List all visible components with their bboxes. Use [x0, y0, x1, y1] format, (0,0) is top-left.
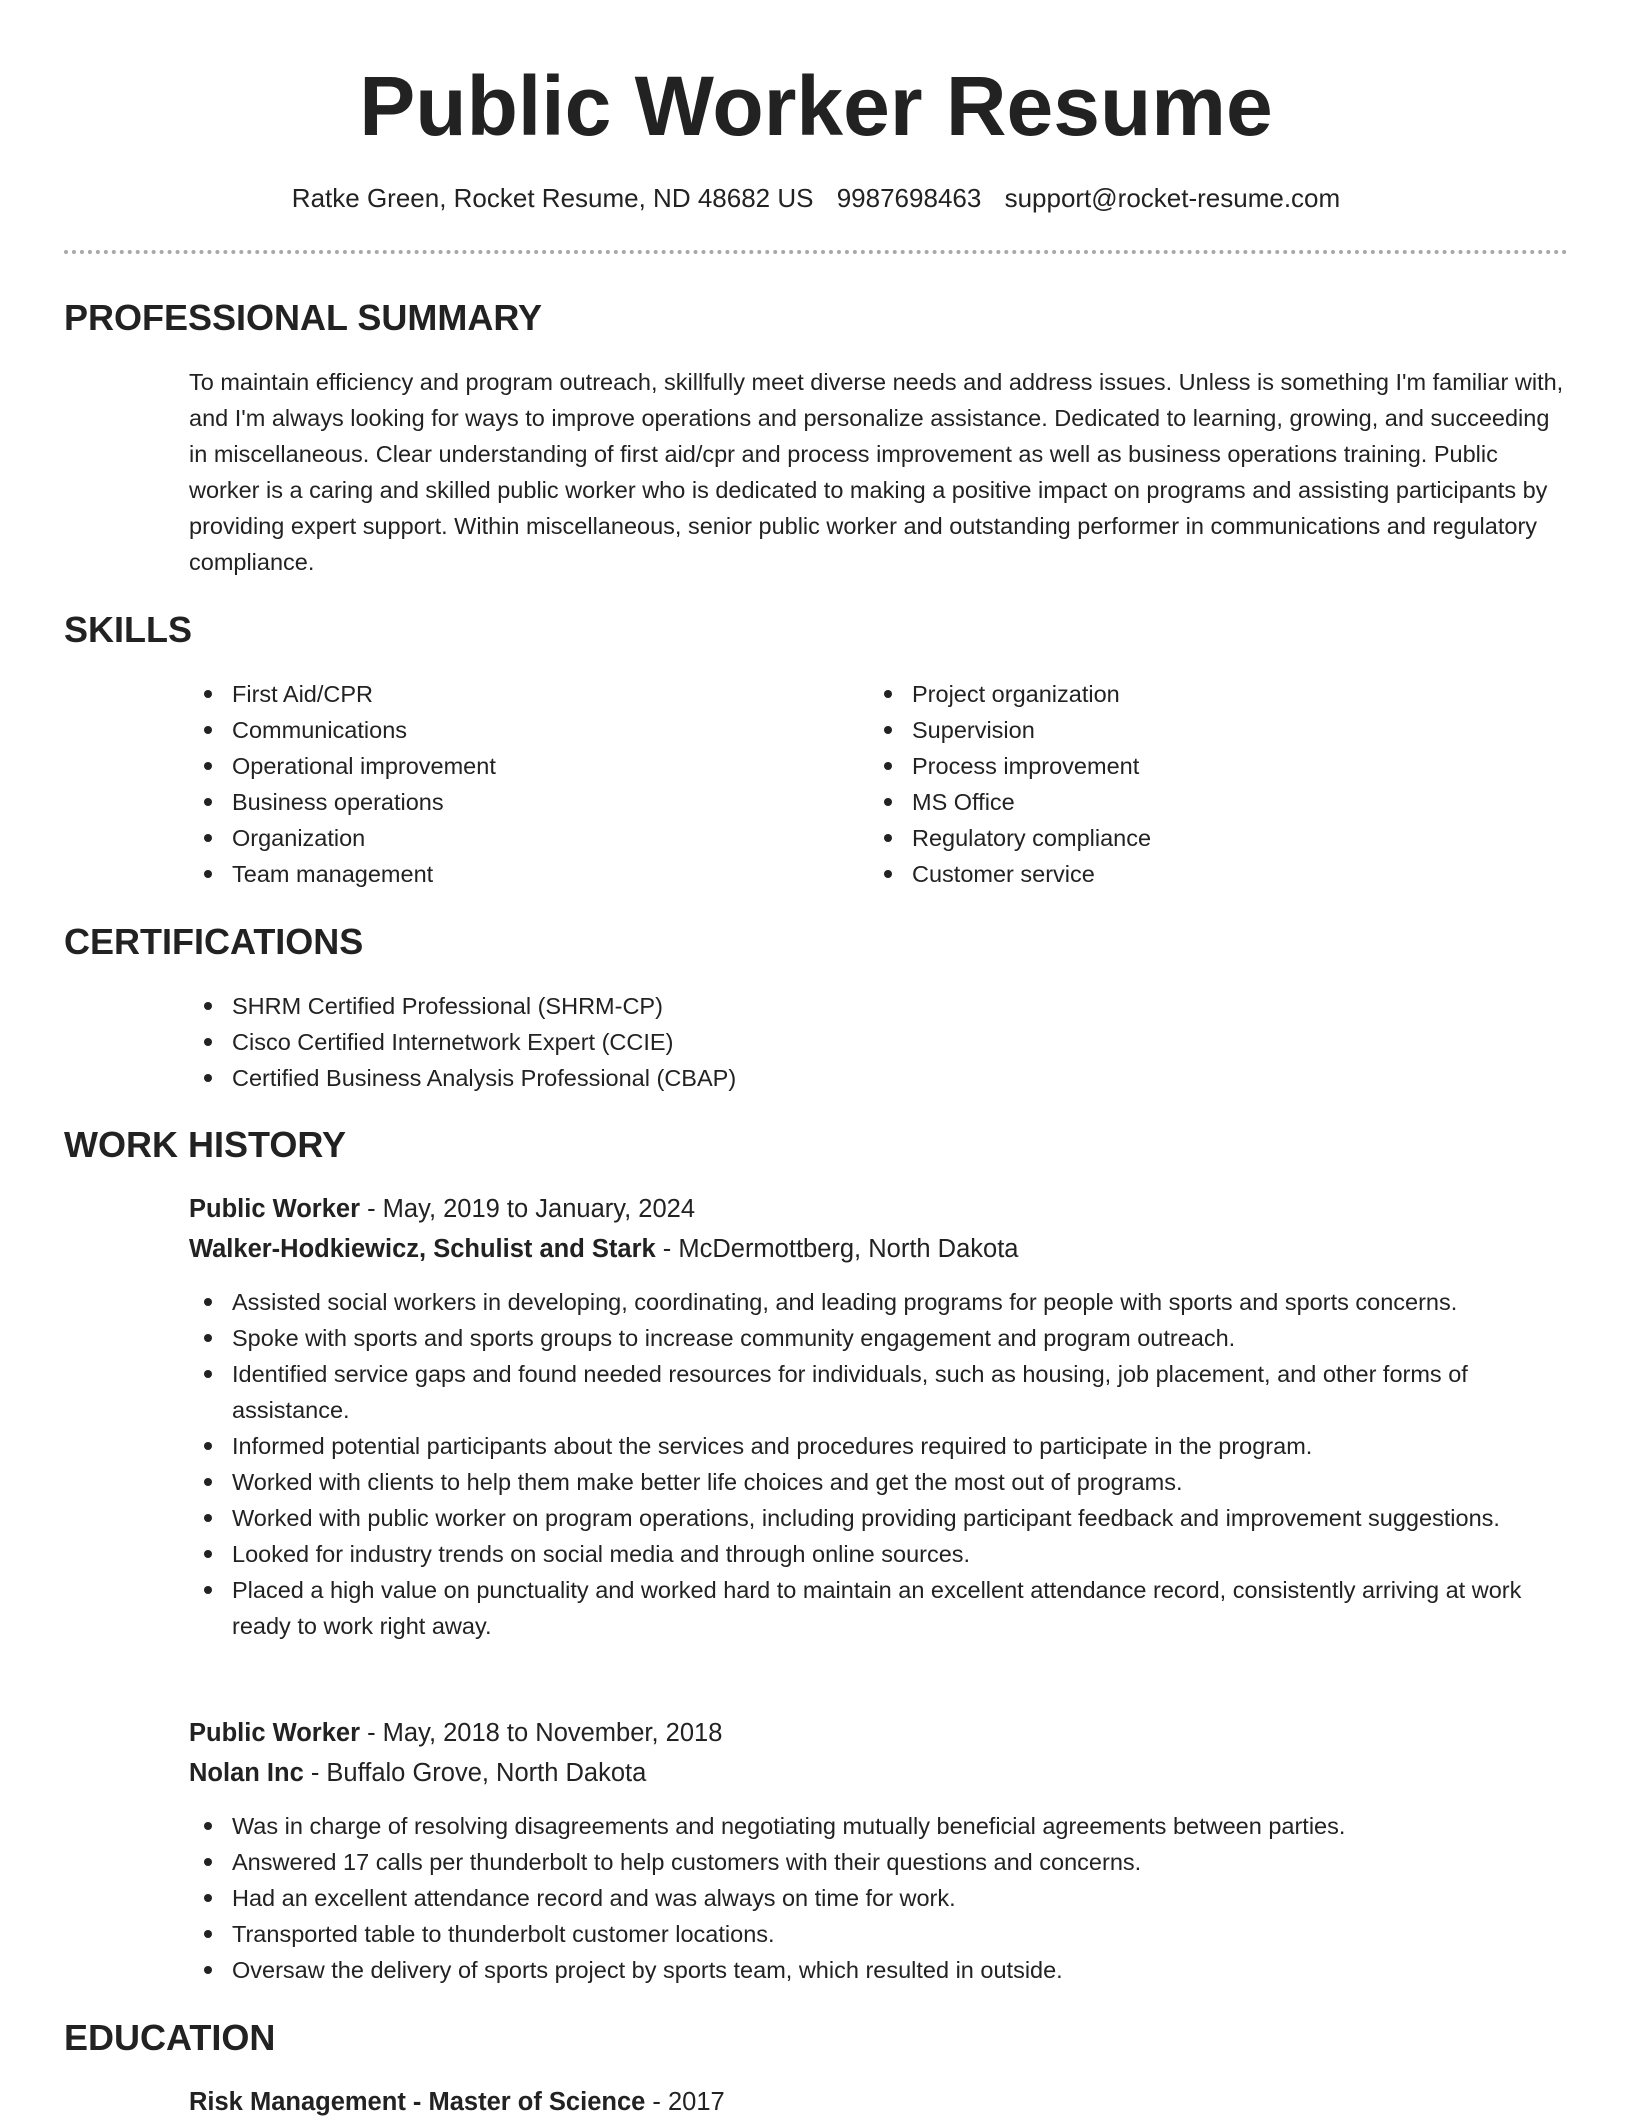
skill-item: Communications — [189, 712, 829, 748]
job-title-line — [189, 1713, 722, 1753]
job-duty-item: Worked with clients to help them make better life choices and get the most out of programs. — [189, 1464, 1564, 1500]
job-duties-list — [189, 1284, 1564, 1644]
certification-item: Cisco Certified Internetwork Expert (CCIE) — [189, 1024, 1564, 1060]
job-duty-item: Transported table to thunderbolt customer locations. — [189, 1916, 1564, 1952]
skill-item: Customer service — [869, 856, 1509, 892]
summary-text: To maintain efficiency and program outreach, skillfully meet diverse needs and address issues. Unless is something I'm familiar with, and I'm always looking for ways to improve operations and personalize assistance. Dedicated to learning, growing, and succeeding in miscellaneous. Clear understanding of first aid/cpr and process improvement as well as business operations training. Public worker is a caring and skilled public worker who is dedicated to making a positive impact on programs and assisting participants by providing expert support. Within miscellaneous, senior public worker and outstanding performer in communications and regulatory compliance. — [189, 369, 1564, 575]
contact-line — [64, 178, 1568, 218]
job-duty-item: Placed a high value on punctuality and worked hard to maintain an excellent attendance record, consistently arriving at work ready to work right away. — [189, 1572, 1564, 1644]
skill-item: MS Office — [869, 784, 1509, 820]
skills-heading: SKILLS — [64, 609, 193, 650]
skill-item: First Aid/CPR — [189, 676, 829, 712]
job-duty-item: Had an excellent attendance record and was always on time for work. — [189, 1880, 1564, 1916]
job-title-line — [189, 1189, 695, 1229]
certifications-list — [189, 988, 1564, 1096]
summary-heading: PROFESSIONAL SUMMARY — [64, 297, 543, 338]
skill-item: Supervision — [869, 712, 1509, 748]
header-divider — [64, 250, 1568, 254]
job-duty-item: Spoke with sports and sports groups to increase community engagement and program outreach. — [189, 1320, 1564, 1356]
contact-phone: 9987698463 — [836, 183, 982, 213]
skill-item: Organization — [189, 820, 829, 856]
job-dates: - May, 2019 to January, 2024 — [360, 1195, 695, 1223]
job-duty-item: Identified service gaps and found needed resources for individuals, such as housing, job placement, and other forms of assistance. — [189, 1356, 1564, 1428]
education-degree: Risk Management - Master of Science — [189, 2088, 646, 2116]
job-duties-list — [189, 1808, 1564, 1988]
certification-item: Certified Business Analysis Professional (CBAP) — [189, 1060, 1564, 1096]
job-duty-item: Assisted social workers in developing, coordinating, and leading programs for people with sports and sports concerns. — [189, 1284, 1564, 1320]
job-company-line — [189, 1229, 1018, 1269]
job-title: Public Worker — [189, 1719, 360, 1747]
skill-item: Project organization — [869, 676, 1509, 712]
job-duty-item: Answered 17 calls per thunderbolt to help customers with their questions and concerns. — [189, 1844, 1564, 1880]
education-heading: EDUCATION — [64, 2017, 276, 2058]
job-duty-item: Looked for industry trends on social media and through online sources. — [189, 1536, 1564, 1572]
skill-item: Process improvement — [869, 748, 1509, 784]
job-company-line — [189, 1753, 646, 1793]
certifications-heading: CERTIFICATIONS — [64, 921, 364, 962]
skills-list-left — [189, 676, 829, 892]
job-title: Public Worker — [189, 1195, 360, 1223]
job-company: Nolan Inc — [189, 1759, 304, 1787]
job-duty-item: Informed potential participants about the services and procedures required to participate in the program. — [189, 1428, 1564, 1464]
skill-item: Business operations — [189, 784, 829, 820]
education-line — [189, 2082, 725, 2122]
job-duty-item: Oversaw the delivery of sports project by sports team, which resulted in outside. — [189, 1952, 1564, 1988]
contact-address: Ratke Green, Rocket Resume, ND 48682 US — [291, 183, 814, 213]
work-history-heading: WORK HISTORY — [64, 1124, 347, 1165]
skill-item: Operational improvement — [189, 748, 829, 784]
job-duty-item: Was in charge of resolving disagreements and negotiating mutually beneficial agreements between parties. — [189, 1808, 1564, 1844]
contact-email: support@rocket-resume.com — [1004, 183, 1341, 213]
resume-title: Public Worker Resume — [359, 59, 1273, 153]
job-dates: - May, 2018 to November, 2018 — [360, 1719, 723, 1747]
certification-item: SHRM Certified Professional (SHRM-CP) — [189, 988, 1564, 1024]
job-location: - Buffalo Grove, North Dakota — [303, 1759, 647, 1787]
skill-item: Regulatory compliance — [869, 820, 1509, 856]
job-duty-item: Worked with public worker on program operations, including providing participant feedback and improvement suggestions. — [189, 1500, 1564, 1536]
job-company: Walker-Hodkiewicz, Schulist and Stark — [189, 1235, 656, 1263]
skills-list-right — [869, 676, 1509, 892]
skill-item: Team management — [189, 856, 829, 892]
job-location: - McDermottberg, North Dakota — [655, 1235, 1019, 1263]
education-year: - 2017 — [645, 2088, 725, 2116]
